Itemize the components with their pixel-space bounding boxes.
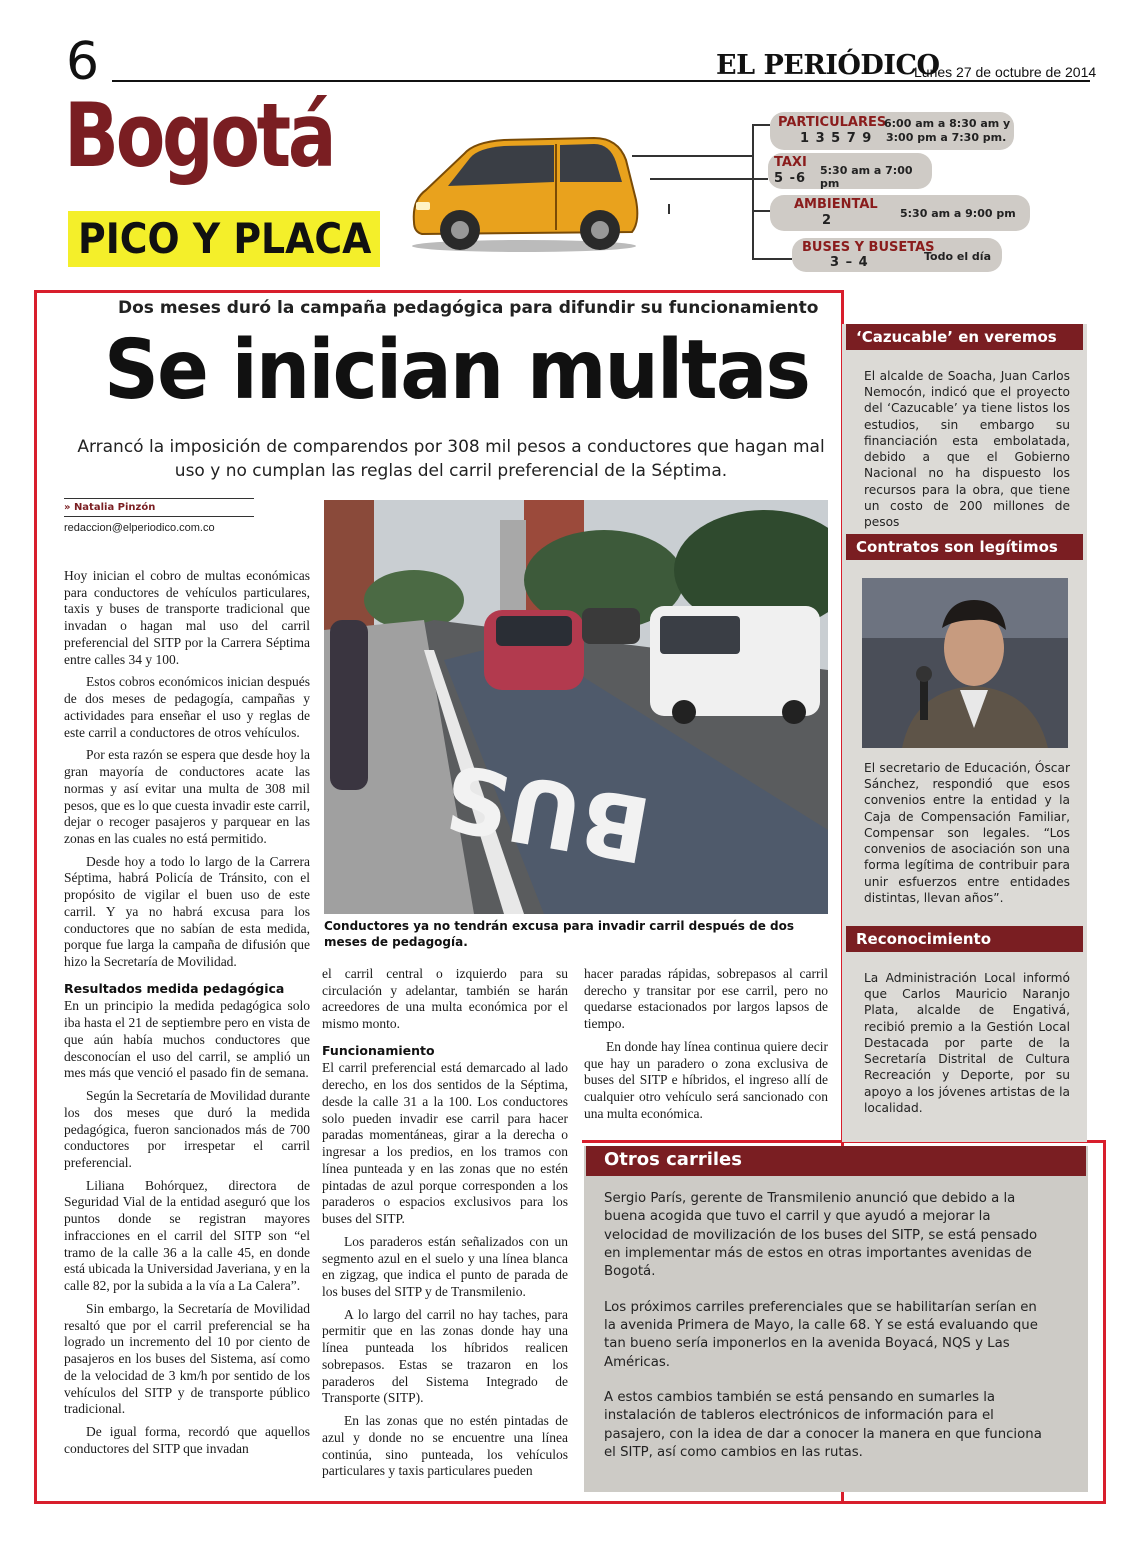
paragraph: Sergio París, gerente de Transmilenio anunció que debido a la buena acogida que tuvo el carril y que ayudó a mejorar la velocidad de movilización de los buses del SITP, se está pensado en implementar más de estos en otras importantes avenidas de Bogotá. <box>604 1191 1038 1280</box>
article-kicker: Dos meses duró la campaña pedagógica para difundir su funcionamiento <box>118 298 819 318</box>
schedule-taxi <box>768 153 932 189</box>
otros-heading: Otros carriles <box>586 1146 1086 1176</box>
schedule-plates: 5 -6 <box>774 171 807 186</box>
sidebar-text: El alcalde de Soacha, Juan Carlos Nemocón, indicó que el proyecto del ‘Cazucable’ ya tiene listos los estudios, sin embargo su financiación esta embolatada, debido a que el Gobierno Nacional no ha dispuesto los recursos para la obra, que tiene un costo de 200 millones de pesos <box>864 369 1070 529</box>
byline-rule <box>64 498 254 499</box>
subhead: Funcionamiento <box>322 1042 435 1058</box>
paragraph: Los próximos carriles preferenciales que se habilitarían serían en la avenida Primera de Mayo, la calle 68. Y se está evaluando que tan bueno sería imponerlos en la avenida Boyacá, NQS y Las Américas. <box>604 1299 1038 1370</box>
schedule-name: BUSES Y BUSETAS <box>802 240 935 255</box>
sidebar-heading: Contratos son legítimos <box>846 534 1083 560</box>
sidebar-text: El secretario de Educación, Óscar Sánchez, respondió que esos convenios entre la entidad y la Caja de Compensación Familiar, Compensar son legales. “Los convenios de asociación son una forma legítima de contribuir para unir esfuerzos entre entidades distintas, llevan años”. <box>864 761 1070 905</box>
street-photo <box>324 500 828 914</box>
subhead: Resultados medida pedagógica <box>64 980 285 996</box>
article-headline: Se inician multas <box>104 323 809 418</box>
paragraph: De igual forma, recordó que aquellos conductores del SITP que invadan <box>64 1424 310 1456</box>
paragraph: Por esta razón se espera que desde hoy la gran mayoría de conductores acate las normas y así evitar una multa de 308 mil pesos, que es lo que cuesta invadir este carril, dejar o recoger pasajeros y parquear en las zonas en las cuales no está permitido. <box>64 747 310 847</box>
schedule-name: AMBIENTAL <box>794 197 878 212</box>
paragraph: El carril preferencial está demarcado al lado derecho, en los dos sentidos de la Séptima, desde la calle 31 a la 100. Los conductores solo pueden invadir ese carril para hacer paradas momentáneas, girar a la derecha o ingresar a los predios, en los tramos con línea punteada y en las zonas que no estén pintadas de azul porque corresponden a los paraderos o espacios exclusivos para los buses del SITP. <box>322 1060 568 1227</box>
paragraph: A lo largo del carril no hay taches, para permitir que en las zonas donde hay una línea punteada los híbridos realicen sobrepasos. Estas se trazaron en los paraderos del Sistema Integrado de Transporte (SITP). <box>322 1306 568 1406</box>
photo-caption: Conductores ya no tendrán excusa para invadir carril después de dos meses de pedagogía. <box>324 919 795 950</box>
connector-line <box>632 155 752 157</box>
paragraph: Desde hoy a todo lo largo de la Carrera Séptima, habrá Policía de Tránsito, con el propósito de vigilar el buen uso de este carril. Y ya no habrá excusa para los conductores que no sabían de esta medida, porque fue larga la campaña de difusión que hizo la Secretaría de Movilidad. <box>64 853 310 970</box>
schedule-time: 5:30 am a 7:00 pm <box>820 164 913 190</box>
schedule-name: TAXI <box>774 155 807 170</box>
paragraph: Liliana Bohórquez, directora de Seguridad Vial de la entidad aseguró que los puntos donde se registran mayores infracciones en el carril del SITP son “el tramo de la calle 36 a la calle 45, en donde está ubicada la Universidad Javeriana, y en la calle 82, por la subida a la vía a La Calera”. <box>64 1177 310 1294</box>
paragraph: Sin embargo, la Secretaría de Movilidad resaltó que por el carril preferencial se ha logrado un incremento del 10 por ciento de pasajeros en los buses del Sistema, así como de la velocidad de 3 km/h por sentido de los vehículos del SITP y de transporte público tradicional. <box>64 1300 310 1417</box>
connector-line <box>752 210 770 212</box>
article-column-3 <box>584 966 828 1129</box>
schedule-time: 6:00 am a 8:30 am y <box>884 117 1011 130</box>
paragraph: En donde hay línea continua quiere decir que hay un paradero o zona exclusiva de buses del SITP e híbridos, el ingreso allí de cualquier otro vehículo será sancionado con una multa económica. <box>584 1038 828 1121</box>
article-column-1 <box>64 568 310 1463</box>
schedule-ambiental <box>770 195 1030 231</box>
paragraph: Estos cobros económicos inician después de dos meses de pedagogía, campañas y actividades para enseñar el uso y reglas de este carril a conductores de otros vehículos. <box>64 674 310 740</box>
paragraph: En un principio la medida pedagógica solo iba hasta el 21 de septiembre pero en vista de que aún había muchos conductores que desconocían el uso del carril, se amplió un mes más que venció el pasado fin de semana. <box>64 998 310 1081</box>
road-marking: BUS <box>436 742 658 882</box>
paragraph: hacer paradas rápidas, sobrepasos al carril derecho y transitar por ese carril, pero no quedarse estacionados por largos lapsos de tiempo. <box>584 966 828 1032</box>
subsection-title: PICO Y PLACA <box>78 214 372 263</box>
issue-date: Lunes 27 de octubre de 2014 <box>914 64 1097 80</box>
sidebar-heading: Reconocimiento <box>846 926 1083 952</box>
paragraph: En las zonas que no estén pintadas de azul y donde no se encuentre una línea continúa, sino punteada, los vehículos particulares y taxis particulares pueden <box>322 1413 568 1479</box>
paragraph: A estos cambios también se está pensando en sumarles la instalación de tableros electrónicos de información para el pasajero, con la idea de dar a conocer la manera en que funciona el SITP, así como cambios en las rutas. <box>604 1390 1042 1461</box>
otros-text <box>604 1190 1042 1479</box>
paragraph: Los paraderos están señalizados con un segmento azul en el suelo y una línea blanca en zigzag, que indica el punto de parada de los buses del SITP y de Transmilenio. <box>322 1233 568 1299</box>
page-number: 6 <box>66 32 100 92</box>
connector-line <box>752 124 754 260</box>
schedule-plates: 3 – 4 <box>830 255 869 270</box>
schedule-time: 5:30 am a 9:00 pm <box>900 207 1016 220</box>
schedule-name: PARTICULARES <box>778 115 887 130</box>
author-email: redaccion@elperiodico.com.co <box>64 522 215 534</box>
schedule-buses <box>792 238 1002 272</box>
schedule-time: 3:00 pm a 7:30 pm. <box>886 131 1007 144</box>
byline: » Natalia Pinzón <box>64 502 156 513</box>
byline-rule <box>64 516 254 517</box>
sidebar-text: La Administración Local informó que Carlos Mauricio Naranjo Plata, alcalde de Engativá, recibió premio a la Gestión Local Destacada por parte de la Secretaría Distrital de Cultura Recreación y Deporte, por su apoyo a los jóvenes artistas de la localidad. <box>864 971 1070 1115</box>
schedule-particulares <box>770 112 1014 150</box>
schedule-time: Todo el día <box>924 250 991 263</box>
connector-line <box>650 178 768 180</box>
article-deck: Arrancó la imposición de comparendos por 308 mil pesos a conductores que hagan mal uso y no cumplan las reglas del carril preferencial de la Séptima. <box>77 437 825 481</box>
car-illustration <box>404 130 644 254</box>
header-rule <box>112 80 1090 82</box>
sidebar-heading: ‘Cazucable’ en veremos <box>846 324 1083 350</box>
paragraph: el carril central o izquierdo para su circulación y adelantar, también se harán acreedores de una multa económica por el mismo monto. <box>322 966 568 1032</box>
schedule-plates: 1 3 5 7 9 <box>800 131 873 146</box>
article-column-2 <box>322 966 568 1486</box>
portrait-photo <box>862 578 1068 748</box>
section-title: Bogotá <box>64 84 334 187</box>
connector-line <box>752 124 770 126</box>
paragraph: Según la Secretaría de Movilidad durante los dos meses que duró la medida pedagógica, fueron sancionados más de 700 conductores por irrespetar el carril preferencial. <box>64 1088 310 1170</box>
connector-line <box>668 204 670 214</box>
paragraph: Hoy inician el cobro de multas económicas para conductores de vehículos particulares, taxis y buses de transporte tradicional que invadan o hagan mal uso del carril preferencial del SITP por la Carrera Séptima entre calles 34 y 100. <box>64 568 310 667</box>
schedule-plates: 2 <box>822 213 833 228</box>
connector-line <box>752 258 792 260</box>
newspaper-name: EL PERIÓDICO <box>716 50 940 81</box>
